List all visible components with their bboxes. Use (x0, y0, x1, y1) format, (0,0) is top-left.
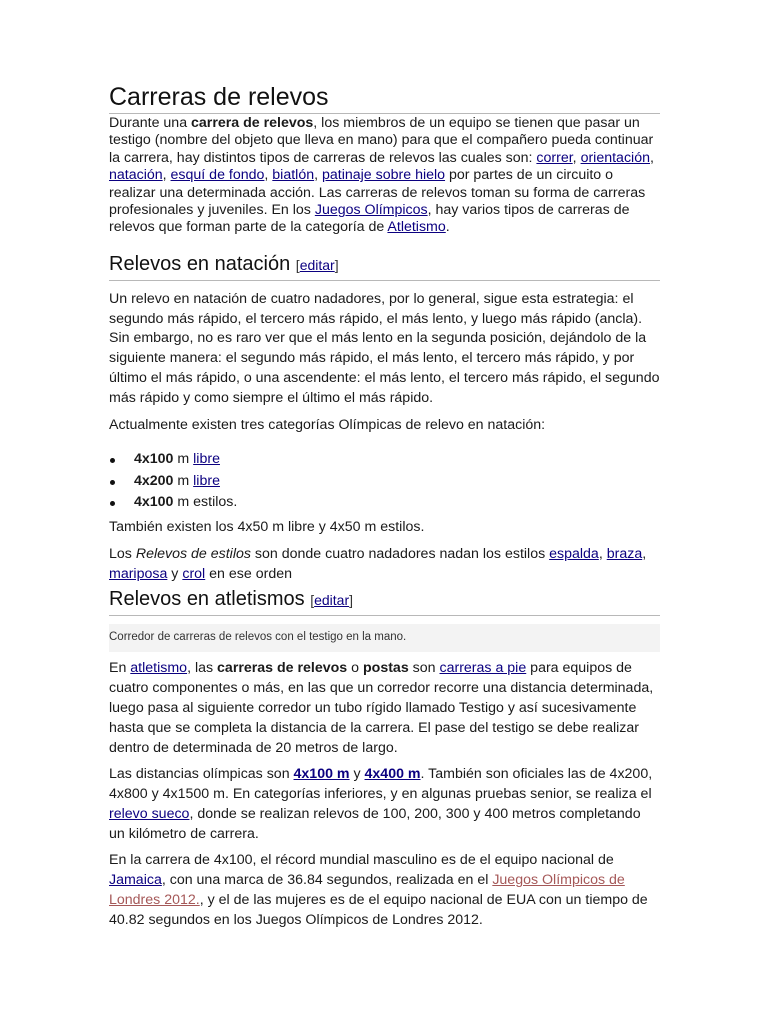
list-item-bold: 4x100 (134, 494, 174, 511)
text: En (109, 660, 131, 677)
text: , las (187, 660, 218, 677)
text: , y el de las mujeres es de el equipo nacional de EUA con un tiempo de 40.82 segundos en los Juegos Olímpicos de Londres 2012. (109, 892, 648, 928)
text: o (347, 660, 363, 677)
link-braza[interactable]: braza (606, 545, 643, 562)
section-heading-atletismo (109, 586, 660, 616)
intro-text: Durante una (109, 115, 192, 131)
image-caption: Corredor de carreras de relevos con el testigo en la mano. (109, 624, 660, 652)
list-item-text: m (173, 472, 194, 489)
intro-text: . (445, 219, 450, 236)
atletismo-paragraph-1 (109, 659, 660, 758)
link-relevo-sueco[interactable]: relevo sueco (109, 805, 190, 822)
link-crol[interactable]: crol (182, 565, 206, 582)
olympic-relay-list (109, 449, 660, 514)
list-item-bold: 4x100 (134, 451, 174, 468)
text: y (349, 766, 365, 783)
bold-term: carreras de relevos (217, 660, 348, 677)
natacion-paragraph-2: Actualmente existen tres categorías Olímpicas de relevo en natación: (109, 416, 546, 433)
text: para equipos de cuatro componentes o más, en las que un corredor recorre una distancia determinada, luego pasa al siguiente corredor un tubo rígido llamado Testigo y así sucesivamente hasta que se completa la distancia de la carrera. El pase del testigo se debe realizar dentro de determinada de 20 metros de largo. (109, 660, 654, 756)
link-espalda[interactable]: espalda (549, 545, 599, 562)
link-juegos-olimpicos-londres-2012[interactable]: Juegos Olímpicos de Londres 2012. (109, 872, 625, 909)
intro-paragraph: Durante una carrera de relevos, los miembros de un equipo se tienen que pasar un testigo (nombre del objeto que lleva en mano) para que el compañero pueda continuar la carrera, hay distintos tipos de carreras de relevos las cuales son: correr, orientación, natación, esquí de fondo, biatlón, patinaje sobre hielo por partes de un circuito o realizar una determinada acción. Las carreras de relevos toman su forma de carreras profesionales y juveniles. En los Juegos Olímpicos, hay varios tipos de carreras de relevos que forman parte de la categoría de Atletismo. (109, 115, 654, 236)
link-4x400-m[interactable]: 4x400 m (364, 766, 421, 783)
edit-section: [editar] (295, 256, 339, 273)
text: en ese orden (205, 565, 292, 582)
link-jamaica[interactable]: Jamaica (109, 872, 162, 889)
edit-link-atletismo[interactable]: editar (314, 592, 350, 609)
link-natacion[interactable]: natación (109, 167, 163, 184)
text: Los (109, 545, 136, 562)
intro-text: , los miembros de un equipo se tienen que pasar un testigo (nombre del objeto que lleva en mano) para que el compañero pueda continuar la carrera, hay distintos tipos de carreras de relevos las cuales son: (109, 115, 654, 166)
atletismo-paragraph-3 (109, 851, 660, 930)
section-title: Relevos en atletismos (109, 588, 305, 611)
text: , con una marca de 36.84 segundos, realizada en el (161, 872, 493, 889)
text: . También son oficiales las de 4x200, 4x800 y 4x1500 m. En categorías inferiores, y en algunas pruebas senior, se realiza el (109, 766, 653, 803)
text: En la carrera de 4x100, el récord mundial masculino es de el equipo nacional de (109, 852, 614, 869)
link-carreras-a-pie[interactable]: carreras a pie (439, 660, 527, 677)
natacion-paragraph-1: Un relevo en natación de cuatro nadadores, por lo general, sigue esta estrategia: el segundo más rápido, el tercero más rápido, el más lento, y luego más rápido (ancla). Sin embargo, no es raro ver que el más lento en la segunda posición, dejándolo de la siguiente manera: el segundo más rápido, el más lento, el tercero más rápido, y por último el más rápido, o una ascendente: el más lento, el tercero más rápido, el segundo más rápido y como siempre el último el más rápido. (109, 290, 660, 406)
link-biatlon[interactable]: biatlón (272, 167, 315, 184)
link-esqui-de-fondo[interactable]: esquí de fondo (170, 167, 265, 184)
intro-bold-term: carrera de relevos (191, 115, 314, 131)
edit-section: [editar] (310, 592, 354, 609)
list-item (109, 449, 660, 471)
italic-term: Relevos de estilos (135, 545, 251, 562)
natacion-paragraph-3: También existen los 4x50 m libre y 4x50 m estilos. (109, 518, 425, 535)
link-patinaje-sobre-hielo[interactable]: patinaje sobre hielo (322, 167, 446, 184)
atletismo-paragraph-2 (109, 765, 660, 844)
section-title: Relevos en natación (109, 252, 291, 275)
list-item-text: m estilos. (173, 494, 238, 511)
edit-link-natacion[interactable]: editar (299, 256, 335, 273)
link-mariposa[interactable]: mariposa (109, 565, 168, 582)
link-atletismo[interactable]: Atletismo (387, 219, 446, 236)
section-heading-natacion (109, 251, 660, 281)
text: , donde se realizan relevos de 100, 200, 300 y 400 metros completando un kilómetro de carrera. (109, 805, 641, 842)
text: son (408, 660, 440, 677)
link-libre[interactable]: libre (193, 472, 220, 489)
list-item-bold: 4x200 (134, 472, 174, 489)
link-correr[interactable]: correr (536, 149, 573, 166)
text: son donde cuatro nadadores nadan los estilos (250, 545, 550, 562)
link-atletismo[interactable]: atletismo (130, 660, 188, 677)
list-item-text: m (173, 451, 194, 468)
natacion-paragraph-4: Los Relevos de estilos son donde cuatro nadadores nadan los estilos espalda, braza, mariposa y crol en ese orden (109, 545, 647, 582)
intro-text: por partes de un circuito o realizar una determinada acción. Las carreras de relevos toman su forma de carreras profesionales y juveniles. En los (109, 167, 646, 219)
page-title: Carreras de relevos (109, 82, 660, 114)
list-item (109, 471, 660, 493)
article-content (109, 82, 660, 931)
text: Las distancias olímpicas son (109, 766, 294, 783)
list-item (109, 492, 660, 514)
link-libre[interactable]: libre (193, 451, 220, 468)
link-4x100-m[interactable]: 4x100 m (293, 766, 350, 783)
link-orientacion[interactable]: orientación (580, 149, 650, 166)
link-juegos-olimpicos[interactable]: Juegos Olímpicos (314, 202, 428, 219)
intro-text: , hay varios tipos de carreras de relevos que forman parte de la categoría de (109, 202, 630, 236)
bold-term: postas (362, 660, 409, 677)
